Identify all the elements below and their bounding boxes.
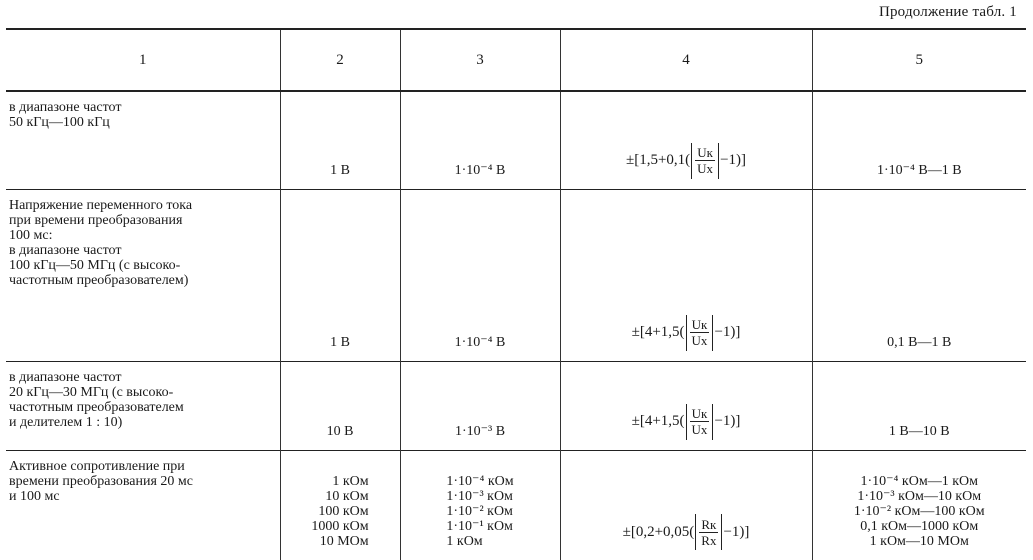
description-line: 100 кГц—50 МГц (с высоко- (9, 257, 181, 273)
limit-cell-lines (330, 335, 350, 350)
limit-cell (280, 450, 400, 560)
resolution-cell-lines (455, 335, 506, 350)
limit-value: 100 кОм (318, 504, 369, 519)
error-formula-cell (560, 450, 812, 560)
description-cell (6, 450, 280, 560)
range-lines (877, 163, 962, 178)
header-col-4: 4 (560, 29, 812, 91)
description-cell (6, 189, 280, 361)
limit-value: 1 В (330, 334, 350, 350)
formula-suffix: −1)] (720, 152, 747, 168)
formula-denominator: Ux (691, 422, 708, 437)
formula-denominator: Rx (701, 532, 717, 548)
limit-cell-lines (330, 163, 350, 178)
range-cell (812, 450, 1026, 560)
error-formula (632, 404, 741, 440)
limit-value: 10 В (326, 423, 354, 439)
table-row (6, 361, 1026, 450)
formula-prefix: ±[4+1,5( (631, 324, 685, 340)
range-cell (812, 189, 1026, 361)
resolution-value: 1·10⁻³ В (454, 423, 506, 439)
range-value: 1 кОм—10 МОм (869, 534, 969, 549)
resolution-cell (400, 450, 560, 560)
formula-suffix: −1)] (714, 324, 741, 340)
table-caption: Продолжение табл. 1 (878, 4, 1017, 20)
range-value: 1·10⁻³ кОм—10 кОм (857, 489, 982, 504)
resolution-value: 1·10⁻³ кОм (446, 489, 513, 504)
limit-value: 1 В (330, 162, 350, 178)
resolution-cell-lines (455, 163, 506, 178)
limit-cell-lines (311, 474, 368, 549)
limit-value: 10 МОм (319, 534, 369, 549)
limit-value: 1 кОм (332, 474, 369, 489)
error-formula (632, 315, 741, 351)
range-cell (812, 361, 1026, 450)
formula-prefix: ±[1,5+0,1( (625, 152, 691, 168)
description-line: 20 кГц—30 МГц (с высоко- (9, 384, 174, 400)
formula-denominator: Ux (697, 161, 714, 176)
description-line: в диапазоне частот (9, 100, 122, 115)
error-formula-cell (560, 189, 812, 361)
formula-absolute-value (695, 514, 722, 550)
formula-denominator: Ux (691, 333, 708, 348)
limit-cell-lines (327, 424, 354, 439)
resolution-cell (400, 91, 560, 189)
range-value: 1·10⁻⁴ кОм—1 кОм (860, 474, 978, 489)
formula-numerator: Uк (697, 145, 713, 160)
resolution-cell-lines (446, 474, 513, 549)
error-formula-cell (560, 361, 812, 450)
header-col-2: 2 (280, 29, 400, 91)
description-line: частотным преобразователем (9, 399, 184, 415)
formula-suffix: −1)] (723, 523, 750, 540)
description-line: и 100 мс (9, 488, 60, 504)
description-line: 100 мс: (9, 227, 53, 243)
description-line: Активное сопротивление при (9, 458, 185, 474)
header-row (6, 29, 1026, 91)
range-cell (812, 91, 1026, 189)
description-line: частотным преобразователем) (9, 272, 189, 288)
limit-cell (280, 361, 400, 450)
resolution-value: 1·10⁻¹ кОм (446, 519, 513, 534)
range-value: 0,1 В—1 В (887, 334, 952, 350)
error-formula-cell (560, 91, 812, 189)
description-line: в диапазоне частот (9, 242, 122, 258)
error-formula (626, 143, 746, 179)
header-col-5: 5 (812, 29, 1026, 91)
resolution-cell (400, 189, 560, 361)
formula-absolute-value (686, 315, 714, 351)
resolution-value: 1 кОм (446, 534, 483, 549)
range-lines (889, 424, 950, 439)
formula-prefix: ±[0,2+0,05( (622, 523, 695, 540)
description-line: времени преобразования 20 мс (9, 473, 194, 489)
resolution-value: 1·10⁻⁴ кОм (446, 474, 514, 489)
formula-absolute-value (686, 404, 714, 440)
description-line: 50 кГц—100 кГц (9, 115, 110, 130)
formula-numerator: Uк (691, 317, 708, 332)
formula-numerator: Uк (691, 406, 708, 421)
formula-prefix: ±[4+1,5( (631, 413, 685, 429)
range-value: 1·10⁻⁴ В—1 В (876, 162, 962, 178)
description-line: и делителем 1 : 10) (9, 414, 123, 430)
limit-value: 10 кОм (325, 489, 369, 504)
description-cell (6, 91, 280, 189)
description-line: Напряжение переменного тока (9, 197, 193, 213)
range-lines (887, 335, 951, 350)
formula-absolute-value (691, 143, 719, 179)
range-value: 1·10⁻² кОм—100 кОм (853, 504, 985, 519)
specification-table (6, 28, 1026, 560)
range-value: 0,1 кОм—1000 кОм (860, 519, 979, 534)
formula-fraction (695, 145, 715, 176)
resolution-cell (400, 361, 560, 450)
limit-cell (280, 189, 400, 361)
range-value: 1 В—10 В (888, 423, 950, 439)
description-line: в диапазоне частот (9, 369, 122, 385)
formula-suffix: −1)] (714, 413, 741, 429)
limit-cell (280, 91, 400, 189)
table-row (6, 450, 1026, 560)
formula-numerator: Rк (701, 516, 717, 532)
formula-fraction (690, 406, 710, 437)
formula-fraction (690, 317, 710, 348)
limit-value: 1000 кОм (311, 519, 369, 534)
header-col-3: 3 (400, 29, 560, 91)
description-line: при времени преобразования (9, 212, 183, 228)
range-lines (854, 474, 985, 549)
error-formula (623, 514, 750, 550)
resolution-value: 1·10⁻⁴ В (454, 334, 506, 350)
table-row (6, 189, 1026, 361)
header-col-1: 1 (6, 29, 280, 91)
resolution-value: 1·10⁻² кОм (446, 504, 513, 519)
resolution-cell-lines (455, 424, 505, 439)
description-cell (6, 361, 280, 450)
table-row (6, 91, 1026, 189)
resolution-value: 1·10⁻⁴ В (454, 162, 506, 178)
table-body (6, 91, 1026, 560)
formula-fraction (699, 517, 718, 548)
